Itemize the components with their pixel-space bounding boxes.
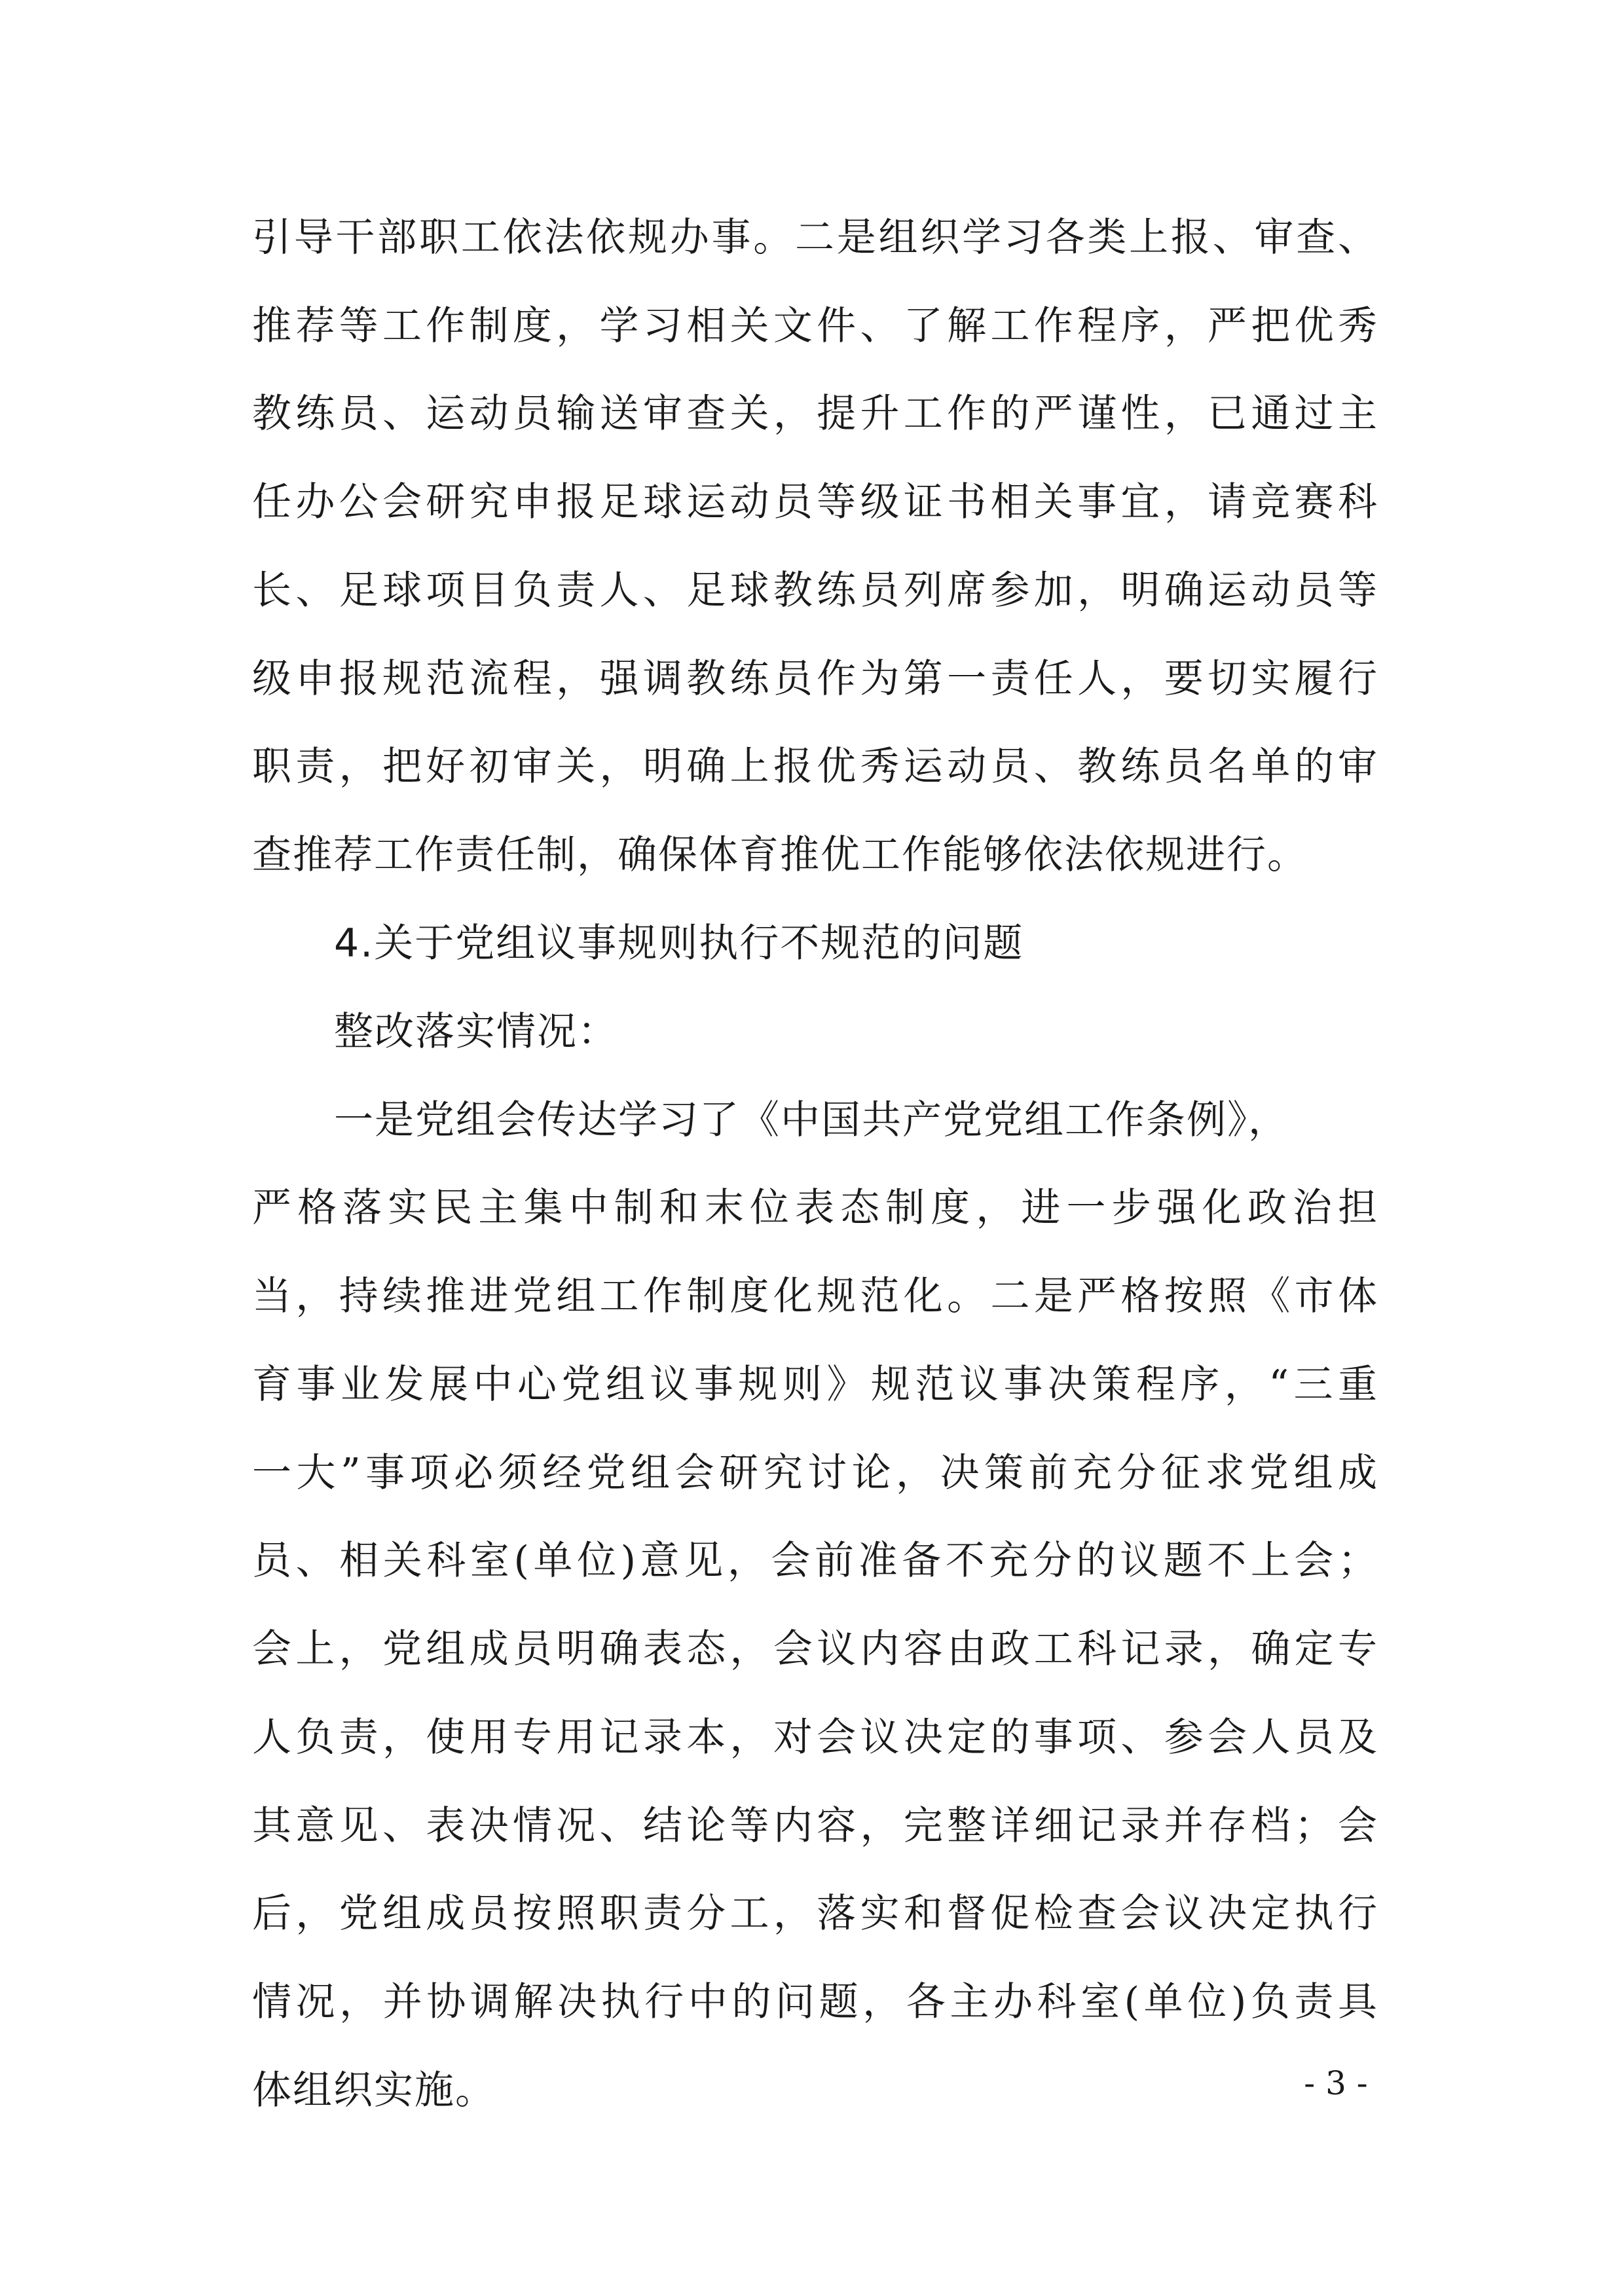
paragraph-line: 任办公会研究申报足球运动员等级证书相关事宜，请竞赛科 [252,479,1378,525]
paragraph-line: 一是党组会传达学习了《中国共产党党组工作条例》， [334,1097,1289,1143]
paragraph-line: 严格落实民主集中制和末位表态制度，进一步强化政治担 [252,1185,1378,1231]
paragraph-line: 长、足球项目负责人、足球教练员列席参加，明确运动员等 [252,568,1378,613]
subheading: 整改落实情况： [334,1009,618,1055]
paragraph-line: 人负责，使用专用记录本，对会议决定的事项、参会人员及 [252,1715,1378,1760]
paragraph-line: 查推荐工作责任制，确保体育推优工作能够依法依规进行。 [252,832,1308,878]
paragraph-line: 推荐等工作制度，学习相关文件、了解工作程序，严把优秀 [252,303,1378,349]
paragraph-line: 育事业发展中心党组议事规则》规范议事决策程序，“三重 [252,1362,1378,1408]
paragraph-line: 职责，把好初审关，明确上报优秀运动员、教练员名单的审 [252,744,1378,790]
paragraph-line: 情况，并协调解决执行中的问题，各主办科室(单位)负责具 [252,1979,1378,2025]
section-heading: 4.关于党组议事规则执行不规范的问题 [334,920,1024,966]
paragraph-line: 一大”事项必须经党组会研究讨论，决策前充分征求党组成 [252,1450,1378,1496]
paragraph-line: 当，持续推进党组工作制度化规范化。二是严格按照《市体 [252,1273,1378,1319]
paragraph-line: 体组织实施。 [252,2068,496,2113]
page-number: - 3 - [1304,2064,1368,2102]
paragraph-line: 其意见、表决情况、结论等内容，完整详细记录并存档；会 [252,1803,1378,1849]
paragraph-line: 级申报规范流程，强调教练员作为第一责任人，要切实履行 [252,656,1378,702]
paragraph-line: 员、相关科室(单位)意见，会前准备不充分的议题不上会； [252,1538,1378,1584]
paragraph-line: 后，党组成员按照职责分工，落实和督促检查会议决定执行 [252,1891,1378,1937]
paragraph-line: 引导干部职工依法依规办事。二是组织学习各类上报、审查、 [252,215,1378,261]
paragraph-line: 会上，党组成员明确表态，会议内容由政工科记录，确定专 [252,1626,1378,1672]
paragraph-line: 教练员、运动员输送审查关，提升工作的严谨性，已通过主 [252,391,1378,437]
